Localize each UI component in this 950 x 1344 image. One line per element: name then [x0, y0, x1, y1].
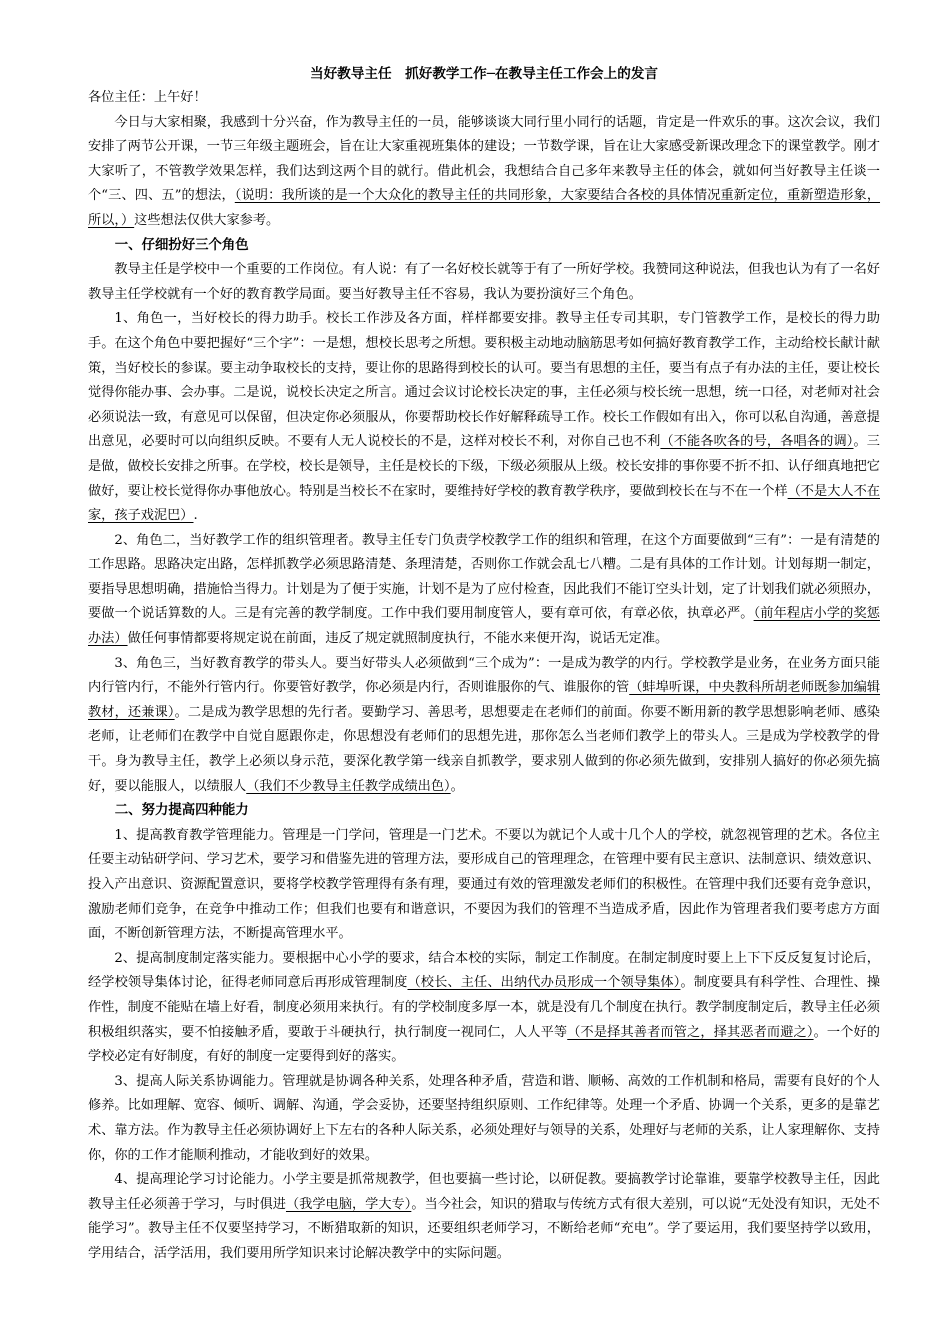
intro-text-2: 这些想法仅供大家参考。: [134, 212, 280, 228]
role3-text-3: 。: [450, 778, 464, 794]
section-heading-2: 二、努力提高四种能力: [114, 803, 249, 819]
role3-text-2: 。二是成为教学思想的先行者。要勤学习、善思考，思想要走在老师们的前面。你要不断用新的教学思想影响老师、感染老师，让老师们在教学中自觉自愿跟你走，你思想没有老师们的思想先进，那你怎么当老师们教学上的带头人。三是成为学校教学的骨干。身为教导主任，教学上必须以身示范，要深化教学第一线亲自抓教学，要求别人做到的你必须先做到，安排别人搞好的你必须先搞好，要以能服人，以绩服人: [88, 704, 880, 794]
role2-text-2: 做任何事情都要将规定说在前面，违反了规定就照制度执行，不能水来便开沟，说话无定准。: [127, 631, 669, 647]
role1-note-2: （不是大人不在家，孩子戏泥巴）: [88, 483, 880, 524]
role1-text-1: 1、角色一，当好校长的得力助手。校长工作涉及各方面，样样都要安排。教导主任专司其职，专门管教学工作，是校长的得力助手。在这个角色中要把握好“三个字”：一是想，想校长思考之所想。要积极主动地动脑筋思考如何搞好教育教学工作，主动给校长献计献策，当好校长的参谋。要主动争取校长的支持，要让你的思路得到校长的认可。要当有思想的主任，要当有点子有办法的主任，要让校长觉得你能办事、会办事。二是说，说校长决定之所言。通过会议讨论校长决定的事，主任必须与校长统一思想，统一口径，对老师对社会必须说法一致，有意见可以保留，但决定你必须服从，你要帮助校长作好解释疏导工作。校长工作假如有出入，你可以私自沟通，善意提出意见，必要时可以向组织反映。不要有人无人说校长的不是，这样对校长不利，对你自己也不利: [88, 311, 880, 450]
ability2-paragraph: [88, 947, 880, 1070]
document-title: 当好教导主任 抓好教学工作─在教导主任工作会上的发言: [309, 66, 659, 82]
role3-note-2: （我们不少教导主任教学成绩出色）: [246, 778, 451, 794]
role1-text-2: 。三是做，做校长安排之所事。在学校，校长是领导，主任是校长的下级，下级必须服从上级。校长安排的事你要不折不扣、认仔细真地把它做好，要让校长觉得你办事他放心。特别是当校长不在家时，要维持好学校的教育教学秩序，要做到校长在与不在一个样: [88, 434, 880, 499]
ability3-paragraph: 3、提高人际关系协调能力。管理就是协调各种关系，处理各种矛盾，营造和谐、顺畅、高效的工作机制和格局，需要有良好的个人修养。比如理解、宽容、倾听、调解、沟通，学会妥协，还要坚持组织原则、工作纪律等。处理一个矛盾、协调一个关系，更多的是靠艺术、靠方法。作为教导主任必须协调好上下左右的各种人际关系，必须处理好与领导的关系，处理好与老师的关系，让人家理解你、支持你，你的工作才能顺利推动，才能收到好的效果。: [88, 1073, 880, 1163]
section-heading-1: 一、仔细扮好三个角色: [114, 237, 249, 253]
ability4-note-1: （我学电脑，学大专）: [285, 1196, 412, 1212]
ability4-text-2: 。当今社会，知识的猎取与传统方式有很大差别，可以说“无处没有知识，无处不能学习”。教导主任不仅要坚持学习，不断猎取新的知识，还要组织老师学习，不断给老师“充电”。学了要运用，我们要坚持学以致用，学用结合，活学活用，我们要用所学知识来讨论解决教学中的实际问题。: [88, 1196, 880, 1261]
role3-note-1: （蚌埠听课，中央教科所胡老师既参加编辑教材，还兼课）: [88, 680, 881, 720]
role2-note-1: （前年程店小学的奖惩办法）: [88, 606, 880, 647]
intro-paragraph: [88, 111, 880, 234]
role3-text-1: 3、角色三，当好教育教学的带头人。要当好带头人必须做到“三个成为”：一是成为教学的内行。学校教学是业务，在业务方面只能内行管内行，不能外行管内行。你要管好教学，你必须是内行，否则谁服你的气、谁服你的管: [88, 655, 880, 696]
ability4-text-1: 4、提高理论学习讨论能力。小学主要是抓常规教学，但也要搞一些讨论，以研促教。要搞教学讨论靠谁，要靠学校教导主任，因此教导主任必须善于学习，与时俱进: [88, 1172, 880, 1212]
ability2-text-1: 2、提高制度制定落实能力。要根据中心小学的要求，结合本校的实际，制定工作制度。在制定制度时要上上下下反反复复讨论后，经学校领导集体讨论，征得老师同意后再形成管理制度: [88, 950, 880, 991]
ability2-note-2: （不是择其善者而管之，择其恶者而避之）: [567, 1024, 814, 1040]
greeting: 各位主任：上午好！: [88, 90, 207, 105]
ability2-text-2: 。制度要具有科学性、合理性、操作性，制度不能贴在墙上好看，制度必须用来执行。有的学校制度多厚一本，就是没有几个制度在执行。教学制度制定后，教导主任必须积极组织落实，要不怕接触矛盾，要敢于斗硬执行，执行制度一视同仁，人人平等: [88, 975, 881, 1040]
role3-paragraph: [88, 652, 880, 800]
role2-text-1: 2、角色二，当好教学工作的组织管理者。教导主任专门负责学校教学工作的组织和管理，在这个方面要做到“三有”：一是有清楚的工作思路。思路决定出路，怎样抓教学必须思路清楚、条理清楚，否则你工作就会乱七八糟。二是有具体的工作计划。计划每期一制定，要指导思想明确，措施恰当得力。计划是为了便于实施，计划不是为了应付检查，因此我们不能订空头计划，定了计划我们就必须照办，要做一个说话算数的人。三是有完善的教学制度。工作中我们要用制度管人，要有章可依，有章必依，执章必严。: [88, 532, 880, 622]
section1-intro-paragraph: 教导主任是学校中一个重要的工作岗位。有人说：有了一名好校长就等于有了一所好学校。我赞同这种说法，但我也认为有了一名好教导主任学校就有一个好的教育教学局面。要当好教导主任不容易，我认为要扮演好三个角色。: [88, 262, 880, 302]
ability2-note-1: （校长、主任、出纳代办员形成一个领导集体）: [407, 975, 681, 991]
ability2-text-3: 。一个好的学校必定有好制度，有好的制度一定要得到好的落实。: [88, 1024, 880, 1065]
role1-paragraph: [88, 307, 880, 528]
role2-paragraph: [88, 529, 880, 652]
intro-text-1: 今日与大家相聚，我感到十分兴奋，作为教导主任的一员，能够谈谈大同行里小同行的话题，肯定是一件欢乐的事。这次会议，我们安排了两节公开课，一节三年级主题班会，旨在让大家重视班集体的建设；一节数学课，旨在让大家感受新课改理念下的课堂教学。刚才大家听了，不管教学效果怎样，我们达到这两个目的就行。借此机会，我想结合自己多年来教导主任的体会，就如何当好教导主任谈一个“三、四、五”的想法，: [88, 114, 880, 204]
role1-note-1: （不能各吹各的号，各唱各的调）: [660, 434, 854, 450]
intro-note: （说明：我所谈的是一个大众化的教导主任的共同形象，大家要结合各校的具体情况重新定位，重新塑造形象，所以，）: [88, 188, 881, 228]
ability4-paragraph: [88, 1168, 880, 1266]
ability1-paragraph: 1、提高教育教学管理能力。管理是一门学问，管理是一门艺术。不要以为就记个人或十几个人的学校，就忽视管理的艺术。各位主任要主动钻研学问、学习艺术，要学习和借鉴先进的管理方法，要形成自己的管理理念，在管理中要有民主意识、法制意识、绩效意识、投入产出意识、资源配置意识，要将学校教学管理得有条有理，要通过有效的管理激发老师们的积极性。在管理中我们还要有竞争意识，激励老师们竞争，在竞争中推动工作；但我们也要有和谐意识，不要因为我们的管理不当造成矛盾，因此作为管理者我们要考虑方方面面，不断创新管理方法，不断提高管理水平。: [88, 827, 880, 942]
role1-text-3: .: [193, 508, 198, 524]
